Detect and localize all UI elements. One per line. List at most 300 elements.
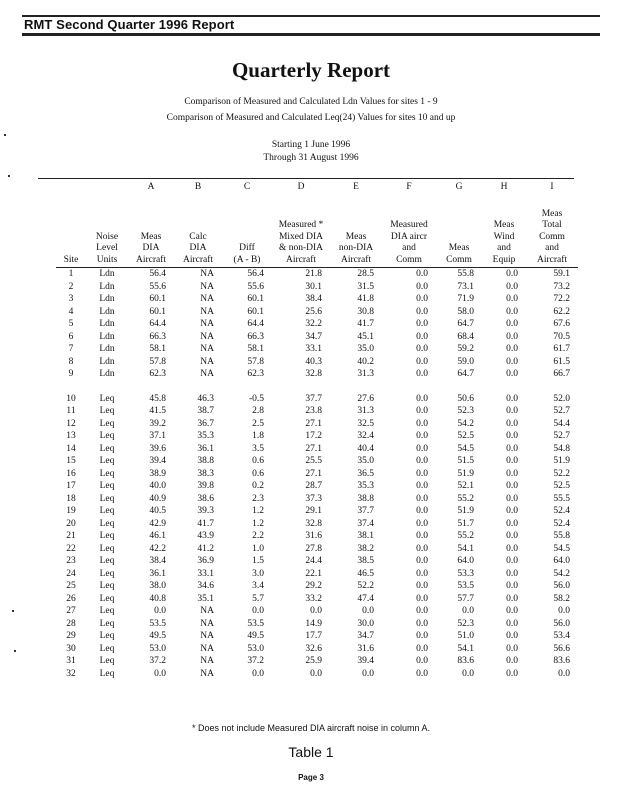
value-cell: 35.0	[357, 456, 374, 466]
value-cell: 53.3	[457, 568, 474, 579]
units-cell: Leq	[99, 556, 115, 566]
value-cell: NA	[200, 631, 214, 641]
value-cell: 0.0	[362, 606, 374, 616]
value-cell: 28.5	[357, 269, 374, 279]
value-cell: 51.5	[457, 456, 474, 466]
column-letter: I	[550, 182, 554, 192]
column-header	[330, 198, 382, 268]
site-cell: 23	[66, 556, 76, 566]
units-cell: Leq	[99, 506, 115, 516]
value-cell: 37.7	[357, 506, 374, 516]
value-cell: 46.1	[149, 531, 166, 541]
value-cell: 0.0	[506, 593, 518, 604]
table-row	[56, 505, 578, 518]
value-cell: 60.1	[247, 294, 264, 304]
site-cell: 11	[66, 406, 76, 416]
units-cell: Leq	[99, 456, 115, 466]
column-header-line: Mixed DIA	[278, 231, 324, 242]
value-cell: 42.9	[149, 518, 166, 529]
value-cell: 25.6	[305, 306, 322, 317]
value-cell: 58.2	[553, 593, 570, 604]
value-cell: 51.7	[457, 518, 474, 529]
column-header-line: (A - B)	[233, 254, 261, 265]
value-cell: 56.0	[553, 581, 570, 591]
column-header	[526, 198, 578, 268]
value-cell: 73.2	[553, 281, 570, 292]
column-header-line: Meas	[345, 231, 367, 242]
value-cell: 30.8	[357, 306, 374, 317]
value-cell: 52.2	[553, 468, 570, 479]
value-cell: 0.0	[506, 493, 518, 504]
table-row	[56, 368, 578, 381]
units-cell: Ldn	[99, 344, 115, 354]
units-cell: Leq	[99, 493, 115, 504]
column-header-line: non-DIA	[338, 243, 374, 253]
value-cell: 45.8	[149, 393, 166, 404]
site-cell: 7	[68, 344, 74, 354]
value-cell: 52.7	[553, 431, 570, 441]
value-cell: 0.0	[416, 581, 428, 591]
report-end-date: Through 31 August 1996	[263, 153, 359, 163]
value-cell: 0.0	[416, 543, 428, 554]
value-cell: 60.1	[149, 306, 166, 317]
units-cell: Leq	[99, 643, 115, 654]
units-cell: Leq	[99, 431, 115, 441]
value-cell: 0.0	[154, 606, 166, 616]
value-cell: 64.7	[457, 319, 474, 329]
value-cell: 0.0	[416, 531, 428, 541]
value-cell: 59.2	[457, 344, 474, 354]
value-cell: 70.5	[553, 331, 570, 342]
value-cell: 0.0	[416, 281, 428, 292]
table-row	[56, 405, 578, 418]
table-row	[56, 530, 578, 543]
value-cell: 0.0	[416, 631, 428, 641]
column-header-line: Aircraft	[285, 254, 317, 265]
value-cell: 33.1	[197, 568, 214, 579]
value-cell: 0.0	[506, 668, 518, 679]
value-cell: 0.0	[506, 306, 518, 317]
table-row	[56, 493, 578, 506]
value-cell: 0.0	[416, 606, 428, 616]
value-cell: 2.3	[252, 493, 264, 504]
value-cell: 2.8	[252, 406, 264, 416]
value-cell: 35.0	[357, 344, 374, 354]
value-cell: 51.9	[553, 456, 570, 466]
value-cell: 0.0	[416, 518, 428, 529]
units-cell: Leq	[99, 618, 115, 629]
units-cell: Leq	[99, 481, 115, 491]
table-row	[56, 568, 578, 581]
value-cell: 1.8	[252, 431, 264, 441]
units-cell: Ldn	[99, 319, 115, 329]
site-cell: 25	[66, 581, 76, 591]
value-cell: 0.0	[416, 406, 428, 416]
site-cell: 20	[66, 518, 76, 529]
value-cell: 57.8	[247, 356, 264, 367]
column-header-line: DIA aircr	[390, 231, 428, 242]
value-cell: 0.0	[506, 431, 518, 441]
value-cell: 55.8	[457, 269, 474, 279]
column-letter: F	[406, 182, 412, 192]
value-cell: 1.2	[252, 506, 264, 516]
value-cell: 0.0	[506, 443, 518, 454]
value-cell: 0.0	[506, 393, 518, 404]
column-letter: A	[147, 182, 155, 192]
column-letter: B	[194, 182, 202, 192]
value-cell: 31.5	[357, 281, 374, 292]
value-cell: 27.8	[305, 543, 322, 554]
site-cell: 16	[66, 468, 76, 479]
value-cell: 21.8	[305, 269, 322, 279]
units-cell: Ldn	[99, 356, 115, 367]
site-cell: 4	[68, 306, 74, 317]
value-cell: 36.9	[197, 556, 214, 566]
value-cell: 55.2	[457, 493, 474, 504]
value-cell: 27.1	[305, 443, 322, 454]
column-header-line: Aircraft	[340, 254, 372, 265]
column-header-line: Measured *	[278, 220, 324, 230]
value-cell: 25.5	[305, 456, 322, 466]
value-cell: 0.0	[506, 269, 518, 279]
value-cell: NA	[200, 369, 214, 379]
value-cell: 0.0	[506, 656, 518, 666]
column-letter: D	[297, 182, 305, 192]
value-cell: 30.1	[305, 281, 322, 292]
value-cell: 49.5	[149, 631, 166, 641]
column-header-line: Meas	[140, 231, 162, 242]
table-row	[56, 293, 578, 306]
value-cell: 37.1	[149, 431, 166, 441]
value-cell: 51.0	[457, 631, 474, 641]
value-cell: 40.2	[357, 356, 374, 367]
value-cell: 29.2	[305, 581, 322, 591]
value-cell: 55.5	[553, 493, 570, 504]
column-header-line: Total	[542, 220, 562, 230]
value-cell: 38.8	[197, 456, 214, 466]
table-row	[56, 543, 578, 556]
value-cell: 32.6	[305, 643, 322, 654]
value-cell: 0.0	[506, 319, 518, 329]
value-cell: 32.2	[305, 319, 322, 329]
column-header-line: Noise	[95, 231, 119, 242]
column-header-line: Wind	[493, 231, 515, 242]
value-cell: 38.1	[357, 531, 374, 541]
scan-speck	[4, 134, 6, 136]
value-cell: 0.0	[416, 393, 428, 404]
table-row	[56, 418, 578, 431]
value-cell: 33.1	[305, 344, 322, 354]
value-cell: 53.5	[247, 618, 264, 629]
value-cell: 41.5	[149, 406, 166, 416]
value-cell: 55.6	[247, 281, 264, 292]
table-row	[56, 580, 578, 593]
value-cell: 39.4	[149, 456, 166, 466]
value-cell: 0.0	[310, 668, 322, 679]
site-cell: 28	[66, 618, 76, 629]
value-cell: 58.1	[149, 344, 166, 354]
value-cell: 0.0	[416, 556, 428, 566]
value-cell: 0.0	[506, 556, 518, 566]
value-cell: 60.1	[247, 306, 264, 317]
report-subtitle-leq: Comparison of Measured and Calculated Leq(24) Values for sites 10 and up	[166, 113, 456, 123]
value-cell: 36.1	[149, 568, 166, 579]
units-cell: Leq	[99, 668, 115, 679]
table-row	[56, 268, 578, 281]
table-row	[56, 455, 578, 468]
value-cell: 38.4	[305, 294, 322, 304]
value-cell: 34.6	[197, 581, 214, 591]
column-header-line: Level	[96, 243, 118, 253]
table-row	[56, 655, 578, 668]
value-cell: 1.0	[252, 543, 264, 554]
value-cell: 0.0	[506, 606, 518, 616]
column-header	[436, 198, 482, 268]
value-cell: 27.1	[305, 468, 322, 479]
value-cell: 0.0	[416, 668, 428, 679]
site-cell: 15	[66, 456, 76, 466]
site-cell: 1	[68, 269, 74, 279]
value-cell: 40.9	[149, 493, 166, 504]
value-cell: 38.2	[357, 543, 374, 554]
value-cell: 55.2	[457, 531, 474, 541]
units-cell: Leq	[99, 531, 115, 541]
value-cell: 52.7	[553, 406, 570, 416]
value-cell: 50.6	[457, 393, 474, 404]
value-cell: 54.5	[457, 443, 474, 454]
value-cell: 29.1	[305, 506, 322, 516]
value-cell: 42.2	[149, 543, 166, 554]
units-cell: Leq	[99, 568, 115, 579]
value-cell: NA	[200, 306, 214, 317]
value-cell: 0.0	[506, 631, 518, 641]
units-cell: Ldn	[99, 369, 115, 379]
site-cell: 19	[66, 506, 76, 516]
column-header-line: and	[545, 243, 559, 253]
value-cell: 83.6	[553, 656, 570, 666]
value-cell: 66.3	[149, 331, 166, 342]
value-cell: 0.0	[416, 468, 428, 479]
value-cell: 0.0	[416, 356, 428, 367]
column-header-line: Equip	[492, 254, 516, 265]
value-cell: 40.4	[357, 443, 374, 454]
table-body	[56, 268, 578, 681]
scan-speck	[12, 610, 14, 612]
value-cell: NA	[200, 281, 214, 292]
column-header-line: Measured	[390, 220, 428, 230]
value-cell: 37.2	[149, 656, 166, 666]
value-cell: 0.0	[416, 331, 428, 342]
value-cell: 0.0	[506, 531, 518, 541]
column-header-line: Aircraft	[135, 254, 167, 265]
value-cell: 62.3	[247, 369, 264, 379]
units-cell: Leq	[99, 631, 115, 641]
units-cell: Leq	[99, 393, 115, 404]
column-header-line: Aircraft	[182, 254, 214, 265]
value-cell: 28.7	[305, 481, 322, 491]
value-cell: 56.6	[553, 643, 570, 654]
value-cell: 0.0	[416, 656, 428, 666]
value-cell: 39.4	[357, 656, 374, 666]
value-cell: 34.7	[357, 631, 374, 641]
value-cell: 31.3	[357, 406, 374, 416]
value-cell: NA	[200, 668, 214, 679]
value-cell: 0.0	[506, 344, 518, 354]
value-cell: 0.0	[416, 643, 428, 654]
value-cell: 52.1	[457, 481, 474, 491]
value-cell: 60.1	[149, 294, 166, 304]
value-cell: 38.9	[149, 468, 166, 479]
scan-speck	[8, 175, 10, 177]
table-row	[56, 443, 578, 456]
value-cell: 1.5	[252, 556, 264, 566]
value-cell: 53.0	[247, 643, 264, 654]
site-cell: 8	[68, 356, 74, 367]
value-cell: 0.0	[558, 668, 570, 679]
value-cell: 32.5	[357, 418, 374, 429]
running-header-title: RMT Second Quarter 1996 Report	[24, 17, 235, 32]
table-row	[56, 393, 578, 406]
table-row	[56, 518, 578, 531]
value-cell: 32.4	[357, 431, 374, 441]
column-header	[222, 198, 272, 268]
value-cell: 62.2	[553, 306, 570, 317]
units-cell: Leq	[99, 656, 115, 666]
value-cell: 36.1	[197, 443, 214, 454]
value-cell: 0.0	[416, 493, 428, 504]
value-cell: 66.3	[247, 331, 264, 342]
column-header-line: Diff	[239, 243, 255, 253]
value-cell: 32.8	[305, 518, 322, 529]
units-cell: Leq	[99, 581, 115, 591]
site-cell: 3	[68, 294, 74, 304]
site-cell: 10	[66, 393, 76, 404]
value-cell: NA	[200, 294, 214, 304]
column-header-line: DIA	[142, 243, 160, 253]
value-cell: 0.0	[462, 606, 474, 616]
noise-comparison-table	[56, 178, 578, 680]
value-cell: 39.8	[197, 481, 214, 491]
value-cell: 25.9	[305, 656, 322, 666]
report-start-date: Starting 1 June 1996	[271, 140, 351, 150]
value-cell: NA	[200, 656, 214, 666]
value-cell: 37.3	[305, 493, 322, 504]
value-cell: 0.0	[416, 431, 428, 441]
value-cell: 54.4	[553, 418, 570, 429]
value-cell: 37.7	[305, 393, 322, 404]
value-cell: 0.0	[310, 606, 322, 616]
site-cell: 14	[66, 443, 76, 454]
scan-speck	[14, 650, 16, 652]
value-cell: 71.9	[457, 294, 474, 304]
value-cell: 37.4	[357, 518, 374, 529]
value-cell: 39.2	[149, 418, 166, 429]
value-cell: 54.8	[553, 443, 570, 454]
table-row	[56, 331, 578, 344]
value-cell: 64.4	[149, 319, 166, 329]
column-header	[174, 198, 222, 268]
units-cell: Leq	[99, 543, 115, 554]
value-cell: 0.0	[506, 281, 518, 292]
value-cell: 62.3	[149, 369, 166, 379]
units-cell: Ldn	[99, 294, 115, 304]
site-cell: 24	[66, 568, 76, 579]
report-subtitle-ldn: Comparison of Measured and Calculated Ldn Values for sites 1 - 9	[184, 97, 438, 107]
value-cell: 35.3	[197, 431, 214, 441]
column-header-line: and	[402, 243, 416, 253]
value-cell: 53.5	[149, 618, 166, 629]
column-letter	[86, 178, 128, 198]
value-cell: 0.0	[252, 606, 264, 616]
value-cell: 30.0	[357, 618, 374, 629]
column-header	[382, 198, 436, 268]
value-cell: 31.3	[357, 369, 374, 379]
value-cell: 49.5	[247, 631, 264, 641]
site-cell: 17	[66, 481, 76, 491]
value-cell: 73.1	[457, 281, 474, 292]
value-cell: 52.0	[553, 393, 570, 404]
value-cell: 0.0	[506, 356, 518, 367]
value-cell: 46.5	[357, 568, 374, 579]
column-header	[272, 198, 330, 268]
value-cell: 38.3	[197, 468, 214, 479]
value-cell: 0.0	[558, 606, 570, 616]
value-cell: 52.5	[553, 481, 570, 491]
value-cell: 14.9	[305, 618, 322, 629]
value-cell: 17.2	[305, 431, 322, 441]
value-cell: 58.0	[457, 306, 474, 317]
header-rule-bottom	[22, 33, 600, 36]
value-cell: 1.2	[252, 518, 264, 529]
value-cell: 0.0	[362, 668, 374, 679]
value-cell: 0.0	[506, 331, 518, 342]
site-cell: 30	[66, 643, 76, 654]
value-cell: 54.1	[457, 643, 474, 654]
column-header-line: and	[497, 243, 511, 253]
column-letter: C	[243, 182, 251, 192]
value-cell: 0.0	[416, 344, 428, 354]
column-header-line: Comm	[539, 231, 565, 242]
value-cell: 54.2	[553, 568, 570, 579]
value-cell: 56.0	[553, 618, 570, 629]
value-cell: 40.0	[149, 481, 166, 491]
value-cell: 34.7	[305, 331, 322, 342]
value-cell: 41.2	[197, 543, 214, 554]
units-cell: Ldn	[99, 331, 115, 342]
table-row	[56, 343, 578, 356]
site-cell: 13	[66, 431, 76, 441]
site-cell: 5	[68, 319, 74, 329]
value-cell: 55.6	[149, 281, 166, 292]
value-cell: 2.5	[252, 418, 264, 429]
value-cell: 54.2	[457, 418, 474, 429]
value-cell: 35.3	[357, 481, 374, 491]
value-cell: 66.7	[553, 369, 570, 379]
value-cell: 0.0	[416, 269, 428, 279]
value-cell: 0.0	[416, 369, 428, 379]
table-row	[56, 430, 578, 443]
value-cell: 0.0	[416, 506, 428, 516]
table-row	[56, 468, 578, 481]
column-header-line: Comm	[446, 254, 472, 265]
table-row	[56, 356, 578, 369]
value-cell: 3.4	[252, 581, 264, 591]
value-cell: 59.0	[457, 356, 474, 367]
value-cell: NA	[200, 643, 214, 654]
report-title: Quarterly Report	[231, 58, 391, 82]
value-cell: 40.5	[149, 506, 166, 516]
value-cell: 0.0	[506, 456, 518, 466]
